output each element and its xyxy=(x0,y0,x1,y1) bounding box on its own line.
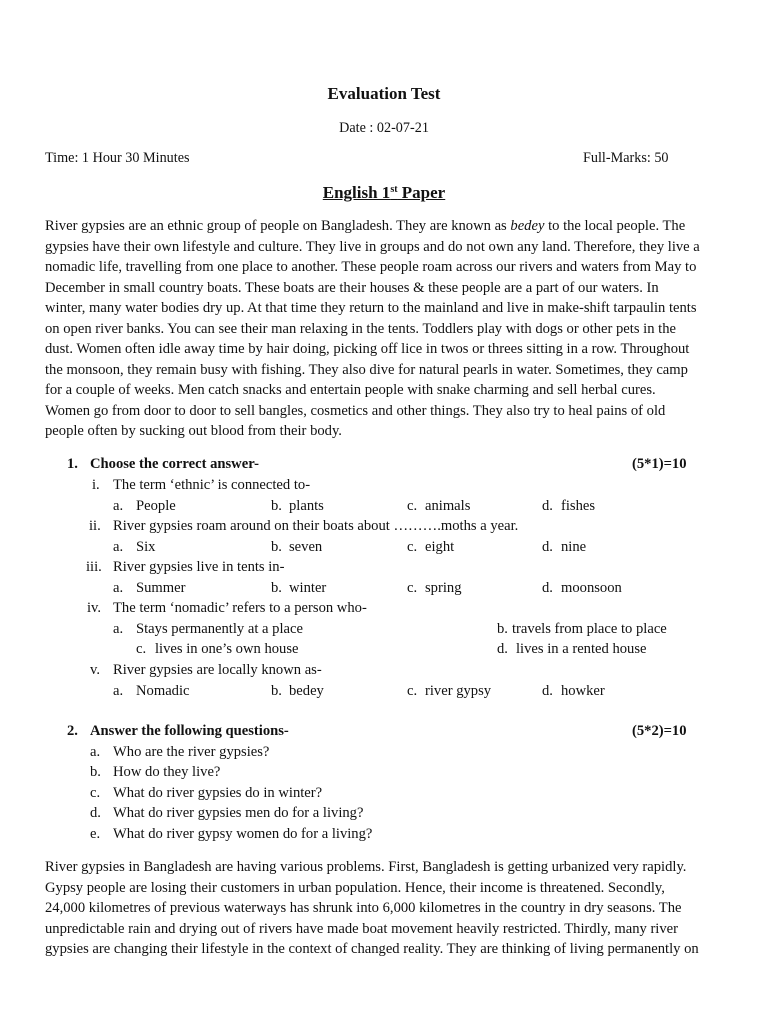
subject-heading xyxy=(0,183,768,203)
option-text: Six xyxy=(136,539,156,555)
option-text: animals xyxy=(425,498,471,514)
option-key: d. xyxy=(542,539,553,555)
option-key: d. xyxy=(542,683,553,699)
option-key: b. xyxy=(271,580,282,596)
option-text: eight xyxy=(425,539,455,555)
option-key: d. xyxy=(542,498,553,514)
passage-1-line xyxy=(45,216,735,237)
option-text: Nomadic xyxy=(136,683,190,699)
passage-1-text: River gypsies are an ethnic group of people on Bangladesh. They are known as xyxy=(45,218,511,234)
option-text: Stays permanently at a place xyxy=(136,621,303,637)
sub-question-text: What do river gypsies do in winter? xyxy=(113,785,323,801)
full-marks: Full-Marks: 50 xyxy=(583,150,669,166)
mcq-number: iv. xyxy=(87,600,102,616)
passage-1-line: winter, many water bodies dry up. At that time they return to the mainland and live in make-shift tarpaulin tents xyxy=(45,300,697,316)
passage-2 xyxy=(45,857,735,960)
passage-1-line: Women go from door to door to sell bangles, cosmetics and other things. They also try to heal pains of old xyxy=(45,402,666,419)
mcq-number: iii. xyxy=(86,559,102,575)
passage-1-line: people often by sucking out blood from their body. xyxy=(45,423,342,439)
option-key: d. xyxy=(542,580,553,596)
option-text: plants xyxy=(289,498,324,514)
mcq-number: i. xyxy=(92,477,100,493)
option-key: c. xyxy=(407,580,418,596)
sub-question-key: e. xyxy=(90,826,101,842)
passage-1-line: the monsoon, they remain busy with fishing. They also dive for natural pearls in water. Sometimes, they camp xyxy=(45,361,688,378)
passage-1-line: December in small country boats. These boats are their houses & these people are a part of our waters. In xyxy=(45,279,659,296)
passage-1-line: on open river banks. You can see their man relaxing in the tents. Toddlers play with dogs or other pets in the xyxy=(45,320,676,337)
option-key: a. xyxy=(113,539,124,555)
option-text: nine xyxy=(561,539,587,555)
mcq-number: ii. xyxy=(89,518,101,534)
passage-1-line: gypsies have their own lifestyle and culture. They live in groups and do not own any land. Therefore, they live a xyxy=(45,238,700,255)
question-1-marks: (5*1)=10 xyxy=(632,456,687,472)
mcq-number: v. xyxy=(90,662,100,678)
sub-question-key: b. xyxy=(90,764,101,780)
option-key: c. xyxy=(407,498,418,514)
sub-question-key: d. xyxy=(90,805,101,821)
option-key: b. xyxy=(497,621,508,637)
question-2-number: 2. xyxy=(67,723,78,739)
passage-1 xyxy=(45,216,735,442)
option-text: seven xyxy=(289,539,323,555)
option-text: winter xyxy=(289,580,327,596)
passage-1-line: nomadic life, travelling from one place to another. These people roam across our rivers and waters from May to xyxy=(45,259,697,275)
sub-question-text: Who are the river gypsies? xyxy=(113,744,270,760)
question-1-title: Choose the correct answer- xyxy=(90,456,259,472)
exam-date: Date : 02-07-21 xyxy=(339,120,429,136)
option-text: howker xyxy=(561,683,605,699)
option-key: b. xyxy=(271,498,282,514)
mcq-stem: River gypsies live in tents in- xyxy=(113,559,285,575)
option-key: b. xyxy=(271,539,282,555)
passage-1-line: dust. Women often idle away time by hair doing, picking off lice in twos or threes sitting in a row. Throughout xyxy=(45,341,690,357)
question-2-marks: (5*2)=10 xyxy=(632,723,687,739)
mcq-stem: River gypsies are locally known as- xyxy=(113,662,322,678)
option-text: fishes xyxy=(561,498,596,514)
exam-time: Time: 1 Hour 30 Minutes xyxy=(45,150,190,166)
sub-question-key: a. xyxy=(90,744,101,760)
option-text: Summer xyxy=(136,580,186,596)
sub-question-text: How do they live? xyxy=(113,764,221,780)
subject-paper: Paper xyxy=(397,183,446,202)
option-key: a. xyxy=(113,621,124,637)
question-1-number: 1. xyxy=(67,456,78,472)
option-text: travels from place to place xyxy=(512,621,667,637)
passage-1-text: to the local people. The xyxy=(544,218,686,234)
passage-1-line: for a couple of weeks. Men catch snacks and entertain people with snake charming and sell herbal cures. xyxy=(45,382,656,398)
page-title: Evaluation Test xyxy=(327,84,441,103)
option-text: People xyxy=(136,498,176,514)
option-text: lives in one’s own house xyxy=(155,641,299,657)
option-key: b. xyxy=(271,683,282,699)
option-key: c. xyxy=(136,641,147,657)
sub-question-text: What do river gypsies men do for a living? xyxy=(113,805,364,821)
option-key: c. xyxy=(407,539,418,555)
option-text: bedey xyxy=(289,683,324,699)
option-key: d. xyxy=(497,641,508,657)
passage-2-line: gypsies are changing their lifestyle in the context of changed reality. They are thinking of living permanently on xyxy=(45,941,699,957)
subject-name: English 1 xyxy=(322,183,391,202)
mcq-stem: River gypsies roam around on their boats about ……….moths a year. xyxy=(113,518,519,534)
mcq-stem: The term ‘nomadic’ refers to a person who- xyxy=(113,600,367,616)
sub-question-key: c. xyxy=(90,785,101,801)
passage-1-italic-term: bedey xyxy=(510,218,545,234)
option-key: a. xyxy=(113,580,124,596)
option-text: spring xyxy=(425,580,462,596)
passage-2-line: unpredictable rain and drying out of rivers have made boat movement heavily restricted. Thirdly, many river xyxy=(45,920,678,937)
passage-2-line: 24,000 kilometres of previous waterways has shrunk into 6,000 kilometres in the country in dry seasons. The xyxy=(45,900,682,916)
passage-2-line: River gypsies in Bangladesh are having various problems. First, Bangladesh is getting urbanized very rapidly. xyxy=(45,859,687,875)
subject-superscript: st xyxy=(390,184,398,195)
option-key: a. xyxy=(113,498,124,514)
mcq-stem: The term ‘ethnic’ is connected to- xyxy=(113,477,311,493)
sub-question-text: What do river gypsy women do for a living? xyxy=(113,826,373,842)
option-text: river gypsy xyxy=(425,683,492,699)
option-text: lives in a rented house xyxy=(516,641,647,657)
option-text: moonsoon xyxy=(561,580,622,596)
passage-2-line: Gypsy people are losing their customers in urban population. Hence, their income is threatened. Secondly, xyxy=(45,879,665,896)
option-key: c. xyxy=(407,683,418,699)
option-key: a. xyxy=(113,683,124,699)
question-2-title: Answer the following questions- xyxy=(90,723,289,739)
